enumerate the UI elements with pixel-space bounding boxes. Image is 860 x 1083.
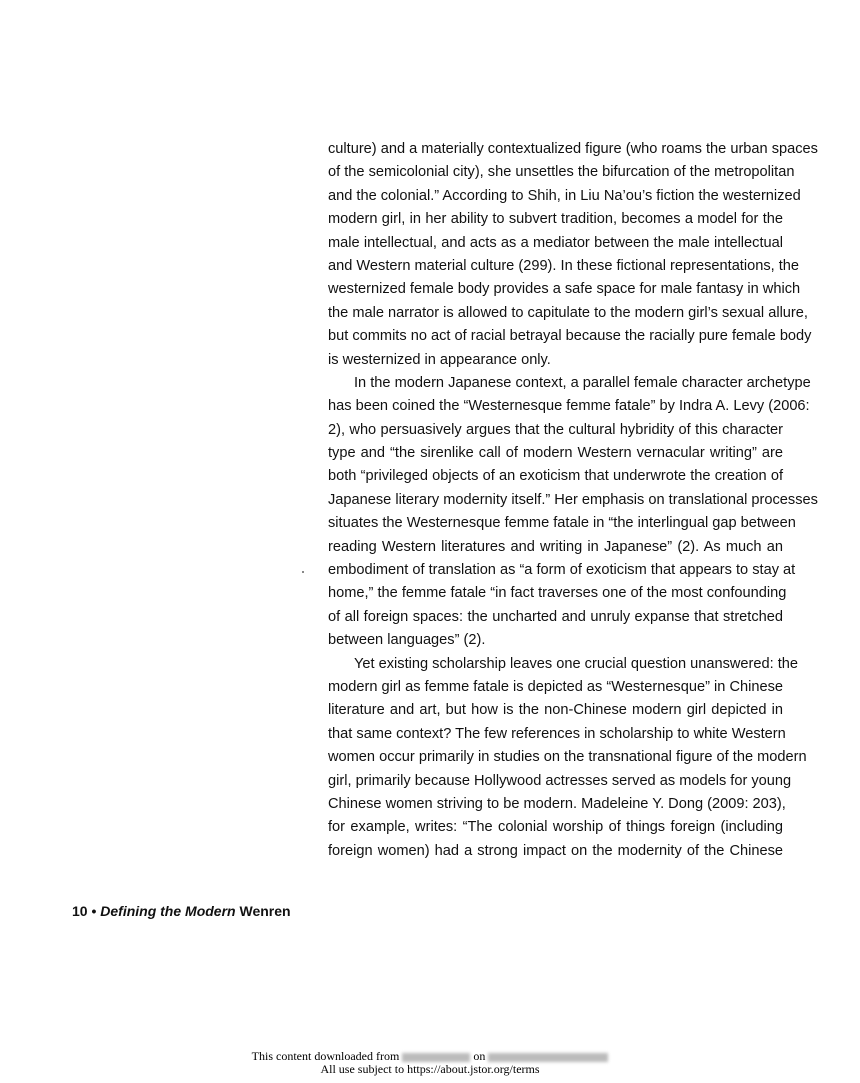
redacted-ip (402, 1053, 470, 1062)
book-title-italic: Defining the Modern (100, 903, 236, 919)
download-prefix: This content downloaded from (251, 1049, 400, 1063)
paragraph (328, 372, 818, 653)
text-line: between languages” (2). (328, 632, 486, 649)
text-line: literature and art, but how is the non-Chinese modern girl depicted in (328, 702, 783, 719)
text-line: girl, primarily because Hollywood actresses served as models for young (328, 772, 792, 789)
text-line: 2), who persuasively argues that the cultural hybridity of this character (328, 421, 783, 438)
text-line: has been coined the “Westernesque femme fatale” by Indra A. Levy (2006: (328, 398, 810, 415)
running-footer (72, 903, 291, 919)
margin-mark (302, 571, 304, 573)
body-text (328, 138, 818, 863)
text-line: Yet existing scholarship leaves one crucial question unanswered: the (354, 655, 799, 672)
text-line: situates the Westernesque femme fatale in “the interlingual gap between (328, 515, 796, 532)
text-line: and the colonial.” According to Shih, in Liu Na’ou’s fiction the westernized (328, 187, 801, 204)
text-line: male intellectual, and acts as a mediator between the male intellectual (328, 234, 783, 251)
text-line: is westernized in appearance only. (328, 351, 551, 368)
text-line: of the semicolonial city), she unsettles the bifurcation of the metropolitan (328, 164, 795, 181)
paragraph (328, 138, 818, 372)
text-line: the male narrator is allowed to capitulate to the modern girl’s sexual allure, (328, 304, 808, 321)
text-line: modern girl as femme fatale is depicted as “Westernesque” in Chinese (328, 678, 783, 695)
text-line: that same context? The few references in scholarship to white Western (328, 725, 786, 742)
text-line: Japanese literary modernity itself.” Her emphasis on translational processes (328, 491, 818, 508)
jstor-download-notice (0, 1050, 860, 1076)
text-line: for example, writes: “The colonial worship of things foreign (including (328, 819, 783, 836)
text-line: women occur primarily in studies on the transnational figure of the modern (328, 749, 807, 766)
download-on: on (473, 1049, 486, 1063)
text-line: type and “the sirenlike call of modern Western vernacular writing” are (328, 445, 783, 462)
text-line: westernized female body provides a safe space for male fantasy in which (328, 281, 801, 298)
redacted-date (488, 1053, 608, 1062)
terms-line: All use subject to https://about.jstor.org/terms (320, 1062, 540, 1076)
text-line: In the modern Japanese context, a parallel female character archetype (354, 374, 811, 391)
page-number: 10 (72, 903, 88, 919)
text-line: embodiment of translation as “a form of exoticism that appears to stay at (328, 562, 796, 579)
book-title-roman: Wenren (239, 903, 291, 919)
text-line: and Western material culture (299). In these fictional representations, the (328, 257, 800, 274)
text-line: foreign women) had a strong impact on the modernity of the Chinese (328, 842, 783, 859)
text-line: reading Western literatures and writing in Japanese” (2). As much an (328, 538, 783, 555)
text-line: culture) and a materially contextualized figure (who roams the urban spaces (328, 141, 818, 157)
download-line (0, 1050, 860, 1063)
text-line: but commits no act of racial betrayal because the racially pure female body (328, 328, 812, 345)
text-line: both “privileged objects of an exoticism that underwrote the creation of (328, 468, 783, 485)
bullet-separator: • (91, 903, 97, 919)
paragraph (328, 653, 807, 864)
text-line: modern girl, in her ability to subvert tradition, becomes a model for the (328, 211, 783, 228)
text-line: Chinese women striving to be modern. Madeleine Y. Dong (2009: 203), (328, 795, 786, 812)
text-line: of all foreign spaces: the uncharted and unruly expanse that stretched (328, 608, 783, 625)
text-line: home,” the femme fatale “in fact traverses one of the most confounding (328, 585, 787, 602)
